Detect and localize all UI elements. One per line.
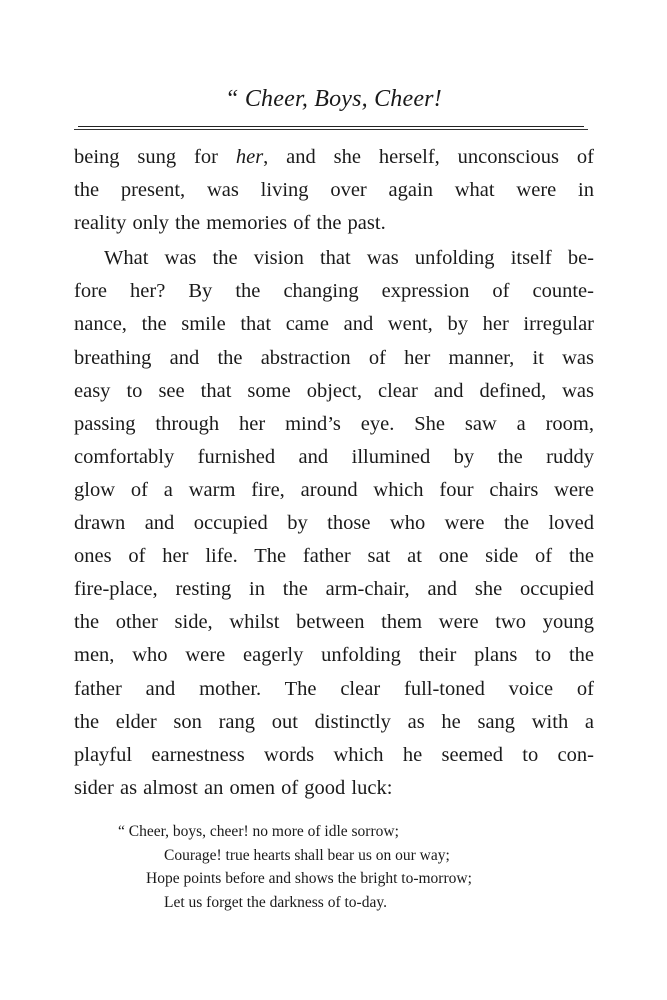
text-line: drawn and occupied by those who were the loved bbox=[74, 512, 594, 535]
header-rule-secondary bbox=[74, 129, 588, 130]
text-line: the other side, whilst between them were two young bbox=[74, 611, 594, 634]
text-line: glow of a warm fire, around which four chairs were bbox=[74, 478, 594, 501]
verse-line: Courage! true hearts shall bear us on our way; bbox=[164, 846, 450, 864]
header-rule bbox=[78, 126, 584, 127]
text-line: the elder son rang out distinctly as he sang with a bbox=[74, 710, 594, 733]
verse-line: “ Cheer, boys, cheer! no more of idle sorrow; bbox=[118, 823, 399, 840]
text-line: men, who were eagerly unfolding their plans to the bbox=[74, 644, 594, 667]
text-line: being sung for her, and she herself, unconscious of bbox=[74, 146, 594, 168]
text-line: fore her? By the changing expression of counte- bbox=[74, 280, 594, 303]
verse-line: Hope points before and shows the bright to-morrow; bbox=[146, 870, 472, 887]
text-line: reality only the memories of the past. bbox=[74, 212, 386, 235]
text-line: ones of her life. The father sat at one side of the bbox=[74, 545, 594, 568]
text-line: passing through her mind’s eye. She saw a room, bbox=[74, 412, 594, 435]
body-text bbox=[74, 141, 594, 805]
text-line: playful earnestness words which he seemed to con- bbox=[74, 743, 594, 766]
text-line: breathing and the abstraction of her manner, it was bbox=[74, 346, 594, 369]
emphasis: her bbox=[235, 146, 264, 168]
text-line: the present, was living over again what were in bbox=[74, 179, 594, 202]
text-line: What was the vision that was unfolding itself be- bbox=[104, 247, 594, 270]
text-line: father and mother. The clear full-toned voice of bbox=[74, 677, 594, 700]
running-header: “ Cheer, Boys, Cheer! bbox=[225, 86, 442, 112]
text-line: nance, the smile that came and went, by her irregular bbox=[74, 313, 594, 336]
verse-line: Let us forget the darkness of to-day. bbox=[164, 893, 387, 911]
verse-block bbox=[118, 820, 598, 914]
text-line: fire-place, resting in the arm-chair, and she occupied bbox=[74, 578, 594, 601]
text-line: comfortably furnished and illumined by the ruddy bbox=[74, 445, 594, 468]
text-line: easy to see that some object, clear and defined, was bbox=[74, 379, 594, 402]
text-line: sider as almost an omen of good luck: bbox=[74, 776, 393, 799]
